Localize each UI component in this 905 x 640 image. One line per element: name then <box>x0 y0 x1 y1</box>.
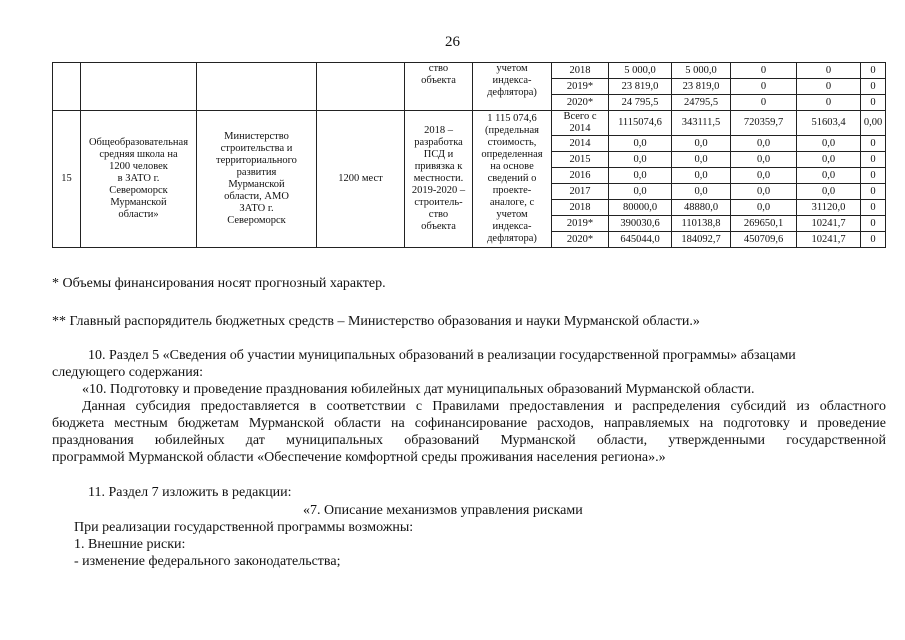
stages-cell: ство объекта <box>405 63 473 111</box>
section-11-line-4: 1. Внешние риски: <box>74 537 186 552</box>
year-cell: Всего с 2014 <box>552 111 609 136</box>
cost-cell: учетом индекса- дефлятора) <box>473 63 552 111</box>
name-cell <box>81 63 197 111</box>
value-cell: 0 <box>861 95 886 111</box>
value-cell: 450709,6 <box>731 232 797 248</box>
value-cell: 0 <box>861 152 886 168</box>
value-cell: 0,0 <box>797 152 861 168</box>
paragraph-line: празднования юбилейных дат муниципальных образований Мурманской области, утвержденными государственной <box>52 433 886 448</box>
value-cell: 0,0 <box>731 152 797 168</box>
value-cell: 0,0 <box>731 200 797 216</box>
value-cell: 0,00 <box>861 111 886 136</box>
value-cell: 5 000,0 <box>672 63 731 79</box>
value-cell: 645044,0 <box>609 232 672 248</box>
value-cell: 0 <box>861 200 886 216</box>
section-10-paragraph <box>52 398 886 466</box>
value-cell: 0,0 <box>672 168 731 184</box>
page-number: 26 <box>445 34 460 50</box>
section-10-line-1: 10. Раздел 5 «Сведения об участии муниципальных образований в реализации государственной программы» абзацами <box>88 348 796 363</box>
value-cell: 51603,4 <box>797 111 861 136</box>
value-cell: 1115074,6 <box>609 111 672 136</box>
value-cell: 0 <box>731 95 797 111</box>
footnote-2: ** Главный распорядитель бюджетных средств – Министерство образования и науки Мурманской области.» <box>52 314 700 329</box>
year-cell: 2017 <box>552 184 609 200</box>
section-10-line-3: «10. Подготовку и проведение празднования юбилейных дат муниципальных образований Мурманской области. <box>82 382 755 397</box>
value-cell: 0,0 <box>797 168 861 184</box>
value-cell: 10241,7 <box>797 216 861 232</box>
financing-table <box>52 62 886 248</box>
name-cell: Общеобразовательная средняя школа на 1200 человек в ЗАТО г. Североморск Мурманской области» <box>81 111 197 248</box>
section-11-line-3: При реализации государственной программы возможны: <box>74 520 414 535</box>
value-cell: 0,0 <box>797 136 861 152</box>
value-cell: 48880,0 <box>672 200 731 216</box>
value-cell: 0,0 <box>609 136 672 152</box>
section-11-line-5: - изменение федерального законодательства; <box>74 554 341 569</box>
value-cell: 10241,7 <box>797 232 861 248</box>
value-cell: 0 <box>797 63 861 79</box>
year-cell: 2018 <box>552 63 609 79</box>
section-10-line-2: следующего содержания: <box>52 365 204 380</box>
paragraph-line: Данная субсидия предоставляется в соответствии с Правилами предоставления и распределения субсидий из областного <box>82 399 886 414</box>
value-cell: 0 <box>797 95 861 111</box>
value-cell: 0,0 <box>609 152 672 168</box>
value-cell: 0 <box>731 79 797 95</box>
value-cell: 0,0 <box>731 168 797 184</box>
value-cell: 24 795,5 <box>609 95 672 111</box>
year-cell: 2019* <box>552 216 609 232</box>
year-cell: 2018 <box>552 200 609 216</box>
capacity-cell <box>317 63 405 111</box>
section-11-line-1: 11. Раздел 7 изложить в редакции: <box>88 485 292 500</box>
year-cell: 2019* <box>552 79 609 95</box>
value-cell: 720359,7 <box>731 111 797 136</box>
value-cell: 0 <box>861 216 886 232</box>
value-cell: 5 000,0 <box>609 63 672 79</box>
section-11-heading: «7. Описание механизмов управления рисками <box>303 503 583 518</box>
cost-cell: 1 115 074,6 (предельная стоимость, определенная на основе сведений о проекте- аналоге, с учетом индекса- дефлятора) <box>473 111 552 248</box>
value-cell: 0 <box>861 79 886 95</box>
paragraph-line: программой Мурманской области «Обеспечение комфортной среды проживания населения региона».» <box>52 450 666 465</box>
ministry-cell: Министерство строительства и территориального развития Мурманской области, АМО ЗАТО г. Североморск <box>197 111 317 248</box>
table-row <box>53 63 886 79</box>
stages-cell: 2018 – разработка ПСД и привязка к местности. 2019-2020 – строитель- ство объекта <box>405 111 473 248</box>
value-cell: 0,0 <box>609 168 672 184</box>
value-cell: 23 819,0 <box>672 79 731 95</box>
value-cell: 269650,1 <box>731 216 797 232</box>
capacity-cell: 1200 мест <box>317 111 405 248</box>
year-cell: 2016 <box>552 168 609 184</box>
value-cell: 0 <box>861 184 886 200</box>
value-cell: 0,0 <box>731 136 797 152</box>
value-cell: 31120,0 <box>797 200 861 216</box>
value-cell: 0 <box>731 63 797 79</box>
value-cell: 0,0 <box>672 184 731 200</box>
value-cell: 0 <box>861 63 886 79</box>
paragraph-line: бюджета местным бюджетам Мурманской области на софинансирование расходов, направляемых на подготовку и проведение <box>52 416 886 431</box>
value-cell: 80000,0 <box>609 200 672 216</box>
value-cell: 390030,6 <box>609 216 672 232</box>
value-cell: 110138,8 <box>672 216 731 232</box>
num-cell <box>53 63 81 111</box>
value-cell: 0,0 <box>731 184 797 200</box>
value-cell: 0,0 <box>797 184 861 200</box>
value-cell: 0 <box>861 136 886 152</box>
year-cell: 2015 <box>552 152 609 168</box>
value-cell: 0 <box>861 168 886 184</box>
ministry-cell <box>197 63 317 111</box>
value-cell: 343111,5 <box>672 111 731 136</box>
value-cell: 23 819,0 <box>609 79 672 95</box>
table-row <box>53 111 886 136</box>
value-cell: 0,0 <box>609 184 672 200</box>
year-cell: 2020* <box>552 232 609 248</box>
footnote-1: * Объемы финансирования носят прогнозный характер. <box>52 276 386 291</box>
year-cell: 2014 <box>552 136 609 152</box>
value-cell: 184092,7 <box>672 232 731 248</box>
num-cell: 15 <box>53 111 81 248</box>
value-cell: 0 <box>861 232 886 248</box>
value-cell: 24795,5 <box>672 95 731 111</box>
value-cell: 0,0 <box>672 152 731 168</box>
value-cell: 0 <box>797 79 861 95</box>
year-cell: 2020* <box>552 95 609 111</box>
value-cell: 0,0 <box>672 136 731 152</box>
